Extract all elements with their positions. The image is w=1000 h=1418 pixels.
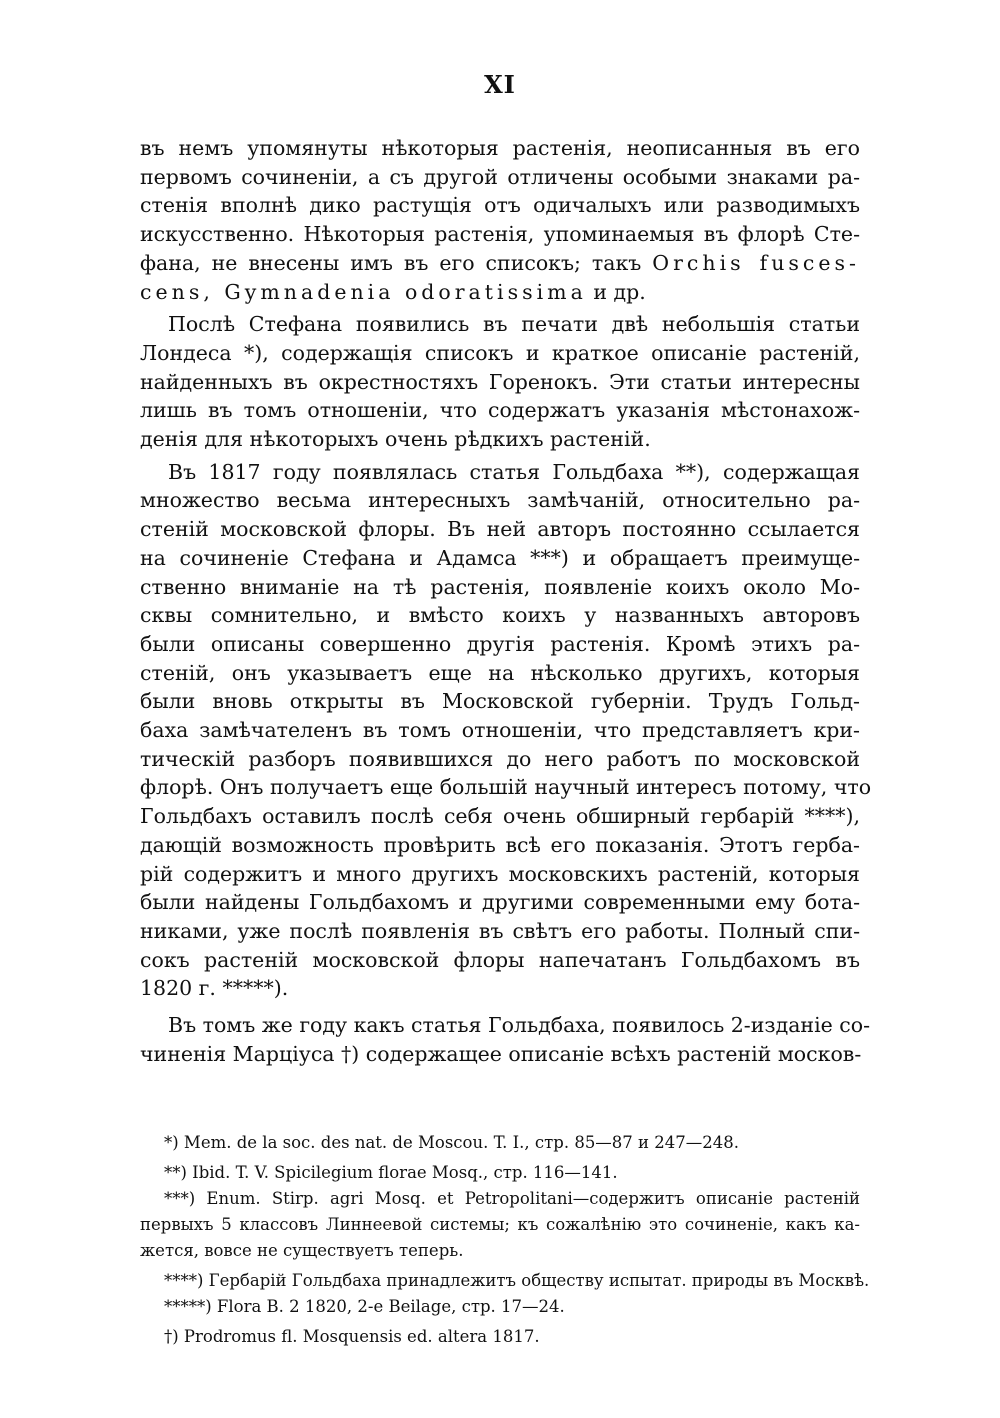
text-line: были описаны совершенно другія растенія. Кромѣ этихъ ра- xyxy=(140,631,860,656)
text-line: Гольдбахъ оставилъ послѣ себя очень обширный гербарій ****), xyxy=(140,804,860,829)
text-line: ственно вниманіе на тѣ растенія, появленіе коихъ около Мо- xyxy=(140,574,860,599)
text-line: флорѣ. Онъ получаетъ еще большій научный интересъ потому, что xyxy=(140,775,872,800)
text-line: Въ 1817 году появлялась статья Гольдбаха **), содержащая xyxy=(168,459,860,484)
text-line: были вновь открыты въ Московской губерніи. Трудъ Гольд- xyxy=(140,689,860,714)
text-line: стенія вполнѣ дико растущія отъ одичалыхъ или разводимыхъ xyxy=(140,193,860,218)
text-line: множество весьма интересныхъ замѣчаній, относительно ра- xyxy=(140,488,860,513)
text-line: были найдены Гольдбахомъ и другими современными ему бота- xyxy=(140,890,860,915)
footnote: **) Ibid. T. V. Spicilegium florae Mosq., стр. 116—141. xyxy=(164,1163,618,1182)
latin-name: cens, Gymnadenia odoratissima xyxy=(140,279,587,304)
text-line xyxy=(140,278,860,307)
paragraph xyxy=(140,458,872,1003)
paragraph xyxy=(140,134,860,306)
text-line: лишь въ томъ отношеніи, что содержатъ указанія мѣстонахож- xyxy=(140,398,860,423)
footnote: ****) Гербарій Гольдбаха принадлежитъ обществу испытат. природы въ Москвѣ. xyxy=(164,1271,870,1290)
text-line xyxy=(140,249,860,278)
footnotes xyxy=(140,1130,870,1350)
text-line: рій содержитъ и много другихъ московскихъ растеній, которыя xyxy=(140,861,860,886)
text-line: сквы сомнительно, и вмѣсто коихъ у названныхъ авторовъ xyxy=(140,603,860,628)
text-line: Въ томъ же году какъ статья Гольдбаха, появилось 2-изданіе со- xyxy=(168,1013,871,1038)
latin-name: Orchis fusces- xyxy=(652,250,860,275)
main-text xyxy=(140,134,872,1073)
text-line: стеній московской флоры. Въ ней авторъ постоянно ссылается xyxy=(140,517,860,542)
text-line: 1820 г. *****). xyxy=(140,976,289,1001)
paragraph xyxy=(140,1011,871,1068)
text-line: Лондеса *), содержащія списокъ и краткое описаніе растеній, xyxy=(140,340,860,365)
footnote: *****) Flora B. 2 1820, 2-e Beilage, стр. 17—24. xyxy=(164,1297,565,1316)
paragraph xyxy=(140,310,860,454)
footnote-line: жется, вовсе не существуетъ теперь. xyxy=(140,1241,464,1260)
text-fragment: фана, не внесены имъ въ его списокъ; такъ xyxy=(140,250,642,275)
footnote-line: ***) Enum. Stirp. agri Mosq. et Petropolitani—содержитъ описаніе растеній xyxy=(164,1189,860,1208)
text-line: искусственно. Нѣкоторыя растенія, упоминаемыя въ флорѣ Сте- xyxy=(140,222,860,247)
text-line: на сочиненіе Стефана и Адамса ***) и обращаетъ преимуще- xyxy=(140,545,860,570)
text-line: никами, уже послѣ появленія въ свѣтъ его работы. Полный спи- xyxy=(140,918,860,943)
footnote: †) Prodromus fl. Mosquensis ed. altera 1817. xyxy=(164,1327,540,1346)
page-number: XI xyxy=(484,70,516,99)
text-line: чиненія Марціуса †) содержащее описаніе всѣхъ растеній москов- xyxy=(140,1041,862,1066)
text-line: сокъ растеній московской флоры напечатанъ Гольдбахомъ въ xyxy=(140,947,860,972)
text-line: Послѣ Стефана появились въ печати двѣ небольшія статьи xyxy=(168,312,860,337)
text-line: тическій разборъ появившихся до него работъ по московской xyxy=(140,746,860,771)
text-line: баха замѣчателенъ въ томъ отношеніи, что представляетъ кри- xyxy=(140,718,860,743)
text-line: въ немъ упомянуты нѣкоторыя растенія, неописанныя въ его xyxy=(140,136,860,160)
footnote xyxy=(140,1186,860,1264)
text-line: денія для нѣкоторыхъ очень рѣдкихъ растеній. xyxy=(140,427,651,452)
footnote: *) Mem. de la soc. des nat. de Moscou. T. I., стр. 85—87 и 247—248. xyxy=(164,1133,740,1152)
text-line: дающій возможность провѣрить всѣ его показанія. Этотъ герба- xyxy=(140,832,860,857)
text-line: стеній, онъ указываетъ еще на нѣсколько другихъ, которыя xyxy=(140,660,860,685)
footnote-line: первыхъ 5 классовъ Линнеевой системы; къ сожалѣнію это сочиненіе, какъ ка- xyxy=(140,1215,860,1234)
text-fragment: и др. xyxy=(586,279,646,304)
text-line: найденныхъ въ окрестностяхъ Горенокъ. Эти статьи интересны xyxy=(140,369,860,394)
text-line: первомъ сочиненіи, а съ другой отличены особыми знаками ра- xyxy=(140,164,860,189)
